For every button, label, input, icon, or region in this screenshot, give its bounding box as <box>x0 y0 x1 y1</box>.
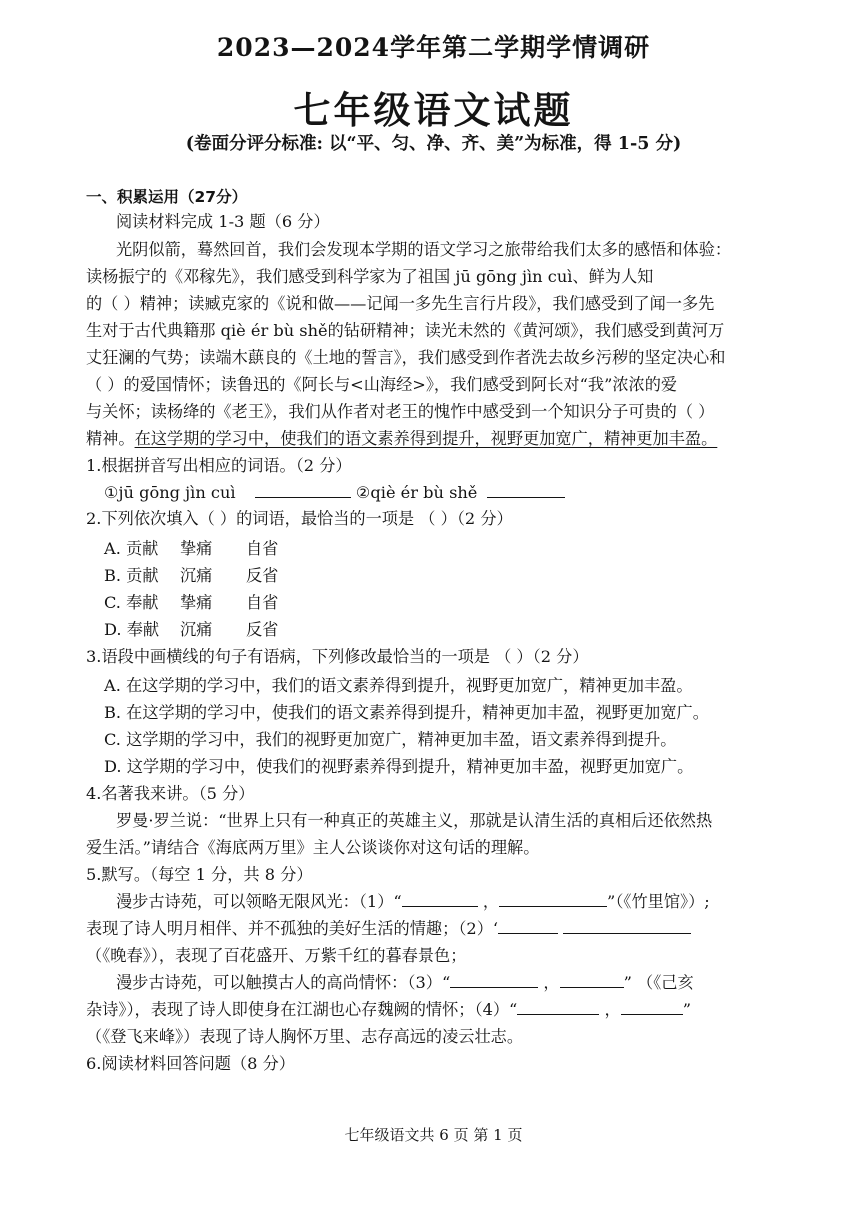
q6-stem: 6.阅读材料回答问题（8 分） <box>86 1054 295 1073</box>
page-footer: 七年级语文共 6 页 第 1 页 <box>344 1126 523 1144</box>
q1-stem: 1.根据拼音写出相应的词语。（2 分） <box>86 456 352 475</box>
q5-line-6: （《登飞来峰》）表现了诗人胸怀万里、志存高远的凌云壮志。 <box>86 1027 524 1046</box>
passage-line-7: 与关怀；读杨绛的《老王》，我们从作者对老王的愧怍中感受到一个知识分子可贵的（ ） <box>86 402 715 421</box>
q2-option-d-word2: 沉痛 <box>180 620 213 639</box>
q5-line-1-text: 漫步古诗苑，可以领略无限风光：（1）“ <box>116 892 402 911</box>
q5-line-2 <box>86 918 691 940</box>
q2-option-d-word3: 反省 <box>246 620 279 639</box>
q5-blank-1b[interactable] <box>499 891 607 907</box>
q5-blank-4a[interactable] <box>517 999 599 1015</box>
q2-option-b <box>104 565 278 587</box>
q3-option-d: D. 这学期的学习中，使我们的视野素养得到提升，精神更加丰盈，视野更加宽广。 <box>104 757 694 776</box>
q3-stem: 3.语段中画横线的句子有语病，下列修改最恰当的一项是 （ ）（2 分） <box>86 647 589 666</box>
q3-option-b: B. 在这学期的学习中，使我们的语文素养得到提升，精神更加丰盈，视野更加宽广。 <box>104 703 709 722</box>
passage-line-6: （ ）的爱国情怀；读鲁迅的《阿长与<山海经>》，我们感受到阿长对“我”浓浓的爱 <box>86 375 678 394</box>
q5-line-2-text: 表现了诗人明月相伴、并不孤独的美好生活的情趣；（2）‘ <box>86 919 499 938</box>
section-heading: 一、积累运用（27分） <box>86 188 248 206</box>
q4-body-1: 罗曼·罗兰说：“世界上只有一种真正的英雄主义，那就是认清生活的真相后还依然热 <box>116 811 713 830</box>
q2-option-b-word3: 反省 <box>246 566 279 585</box>
passage-line-3: 的（ ）精神；读臧克家的《说和做——记闻一多先生言行片段》，我们感受到了闻一多先 <box>86 294 715 313</box>
exam-subject-title: 七年级语文试题 <box>293 88 574 132</box>
passage-line-5: 丈狂澜的气势；读端木蕻良的《土地的誓言》，我们感受到作者洗去故乡污秽的坚定决心和 <box>86 348 726 367</box>
q5-line-5-text: 杂诗》），表现了诗人即使身在江湖也心存魏阙的情怀；（4）“ <box>86 1000 518 1019</box>
q5-line-4: 漫步古诗苑，可以触摸古人的高尚情怀：（3）“ ， ” （《己亥 <box>116 973 694 992</box>
q3-option-a: A. 在这学期的学习中，我们的语文素养得到提升，视野更加宽广，精神更加丰盈。 <box>104 676 693 695</box>
q1-pinyin-a: ①jū gōng jìn cuì <box>104 483 236 502</box>
q5-blank-1a[interactable] <box>402 891 478 907</box>
q5-line-4-text: 漫步古诗苑，可以触摸古人的高尚情怀：（3）“ <box>116 973 451 992</box>
q3-option-c: C. 这学期的学习中，我们的视野更加宽广，精神更加丰盈，语文素养得到提升。 <box>104 730 677 749</box>
q5-line-1-end: ”（《竹里馆》）; <box>607 892 710 911</box>
passage-line-2: 读杨振宁的《邓稼先》，我们感受到科学家为了祖国 jū gōng jìn cuì、鲜为人知 <box>86 267 654 286</box>
q2-option-b-word1: B. 贡献 <box>104 566 159 585</box>
q1-answers <box>104 482 565 504</box>
q2-option-c <box>104 592 278 614</box>
q4-body-2: 爱生活。”请结合《海底两万里》主人公谈谈你对这句话的理解。 <box>86 838 540 857</box>
passage-line-4: 生对于古代典籍那 qiè ér bù shě的钻研精神；读光未然的《黄河颂》，我们感受到黄河万 <box>86 321 725 340</box>
exam-term-title: 2023—2024学年第二学期学情调研 <box>216 33 651 62</box>
q5-blank-2a[interactable] <box>498 918 558 934</box>
q2-option-d-word1: D. 奉献 <box>104 620 160 639</box>
q1-pinyin-b: ②qiè ér bù shě <box>355 483 478 502</box>
q2-stem: 2.下列依次填入（ ）的词语，最恰当的一项是 （ ）（2 分） <box>86 509 513 528</box>
passage-line-1: 光阴似箭，蓦然回首，我们会发现本学期的语文学习之旅带给我们太多的感悟和体验： <box>116 240 732 259</box>
q2-option-a <box>104 538 278 560</box>
q2-option-b-word2: 沉痛 <box>180 566 213 585</box>
q5-blank-3a[interactable] <box>450 972 538 988</box>
passage-line-8-start: 精神。 <box>86 429 135 448</box>
q4-stem: 4.名著我来讲。（5 分） <box>86 784 255 803</box>
q1-answer-blank-b[interactable] <box>487 482 565 498</box>
q1-answer-blank-a[interactable] <box>255 482 351 498</box>
q5-stem: 5.默写。（每空 1 分，共 8 分） <box>86 865 313 884</box>
q2-option-a-word1: A. 贡献 <box>104 539 159 558</box>
q2-option-d <box>104 619 278 641</box>
q2-option-a-word3: 自省 <box>246 539 279 558</box>
q2-option-c-word2: 挚痛 <box>180 593 213 612</box>
q2-option-c-word1: C. 奉献 <box>104 593 159 612</box>
q2-option-c-word3: 自省 <box>246 593 279 612</box>
q5-blank-2b[interactable] <box>563 918 691 934</box>
underlined-sentence: 在这学期的学习中，使我们的语文素养得到提升，视野更加宽广，精神更加丰盈。 <box>134 429 718 448</box>
passage-line-8 <box>86 428 717 450</box>
q5-line-1: 漫步古诗苑，可以领略无限风光：（1）“ ， ”（《竹里馆》）; <box>116 892 710 911</box>
section-intro: 阅读材料完成 1-3 题（6 分） <box>116 212 330 231</box>
q2-option-a-word2: 挚痛 <box>180 539 213 558</box>
q5-line-4-end: （《己亥 <box>637 973 694 992</box>
q5-blank-3b[interactable] <box>560 972 624 988</box>
exam-scoring-note: (卷面分评分标准: 以“平、匀、净、齐、美”为标准，得 1-5 分) <box>185 134 682 154</box>
q5-line-5: 杂诗》），表现了诗人即使身在江湖也心存魏阙的情怀；（4）“ ， ” <box>86 1000 691 1019</box>
q5-line-3: （《晚春》），表现了百花盛开、万紫千红的暮春景色； <box>86 946 467 965</box>
q5-blank-4b[interactable] <box>621 999 683 1015</box>
